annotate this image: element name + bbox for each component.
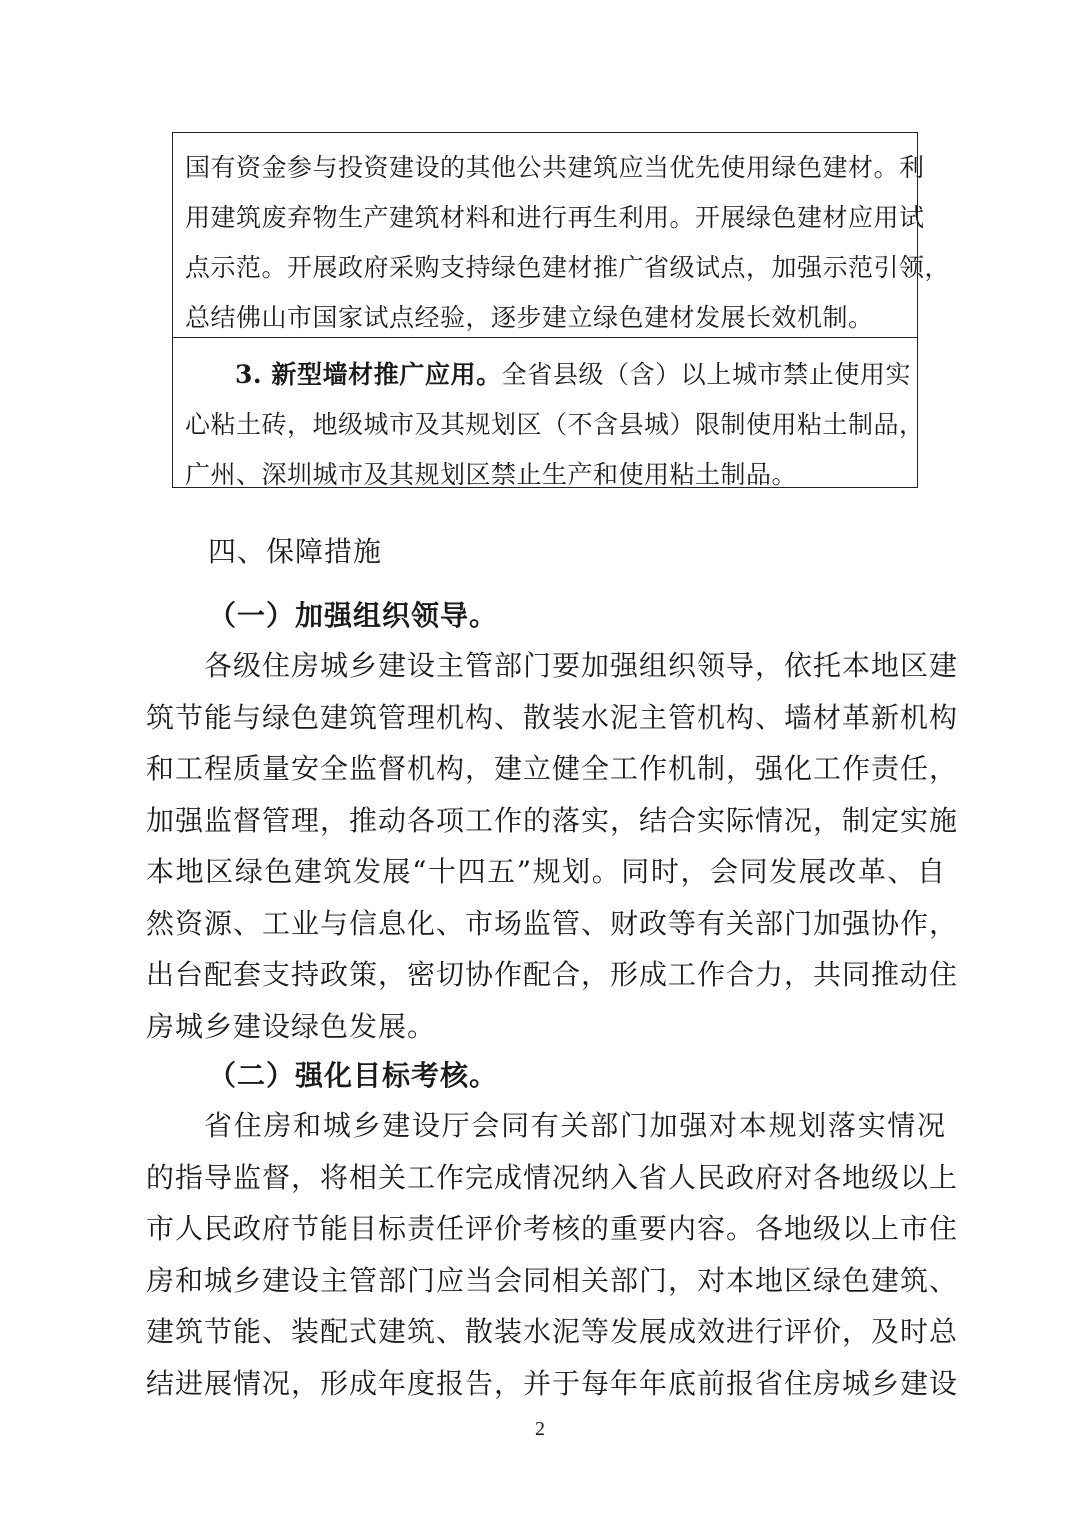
paragraph-line: 建筑节能、装配式建筑、散装水泥等发展成效进行评价，及时总	[146, 1315, 959, 1348]
table-row-text	[185, 350, 925, 500]
paragraph-line: 的指导监督，将相关工作完成情况纳入省人民政府对各地级以上	[146, 1160, 959, 1194]
paragraph-organization	[146, 640, 959, 1052]
table-row-text	[185, 143, 951, 343]
subsection-heading-organization: （一）加强组织领导。	[208, 599, 499, 632]
table-line: 点示范。开展政府采购支持绿色建材推广省级试点，加强示范引领，	[185, 253, 951, 282]
paragraph-line: 出台配套支持政策，密切协作配合，形成工作合力，共同推动住	[146, 958, 959, 991]
item-text: 全省县级（含）以上城市禁止使用实	[501, 360, 911, 389]
table-line	[185, 350, 911, 400]
paragraph-line: 本地区绿色建筑发展“十四五”规划。同时，会同发展改革、自	[146, 855, 946, 888]
item-title: 3. 新型墙材推广应用。	[235, 360, 502, 389]
table-row-green-materials	[172, 132, 951, 338]
paragraph-line: 房城乡建设绿色发展。	[146, 1009, 437, 1043]
page-number: 2	[535, 1418, 545, 1440]
paragraph-line: 筑节能与绿色建筑管理机构、散装水泥主管机构、墙材革新机构	[146, 700, 959, 734]
paragraph-line: 各级住房城乡建设主管部门要加强组织领导，依托本地区建	[204, 649, 959, 682]
paragraph-line: 和工程质量安全监督机构，建立健全工作机制，强化工作责任，	[146, 752, 959, 785]
section-heading: 四、保障措施	[208, 535, 383, 568]
table-row-wall-materials	[172, 338, 925, 489]
table-line: 总结佛山市国家试点经验，逐步建立绿色建材发展长效机制。	[185, 303, 874, 332]
paragraph-line: 省住房和城乡建设厅会同有关部门加强对本规划落实情况	[204, 1109, 946, 1142]
subsection-heading-assessment: （二）强化目标考核。	[208, 1059, 499, 1092]
paragraph-line: 加强监督管理，推动各项工作的落实，结合实际情况，制定实施	[146, 803, 959, 837]
table-line: 国有资金参与投资建设的其他公共建筑应当优先使用绿色建材。利	[185, 153, 925, 182]
paragraph-line: 然资源、工业与信息化、市场监管、财政等有关部门加强协作，	[146, 906, 959, 940]
paragraph-line: 结进展情况，形成年度报告，并于每年年底前报省住房城乡建设	[146, 1366, 959, 1400]
paragraph-line: 房和城乡建设主管部门应当会同相关部门，对本地区绿色建筑、	[146, 1263, 959, 1297]
table-line: 用建筑废弃物生产建筑材料和进行再生利用。开展绿色建材应用试	[185, 203, 925, 232]
table-line: 广州、深圳城市及其规划区禁止生产和使用粘土制品。	[185, 460, 798, 489]
table-line: 心粘土砖，地级城市及其规划区（不含县城）限制使用粘土制品，	[185, 410, 925, 439]
paragraph-line: 市人民政府节能目标责任评价考核的重要内容。各地级以上市住	[146, 1212, 959, 1245]
paragraph-assessment	[146, 1100, 959, 1409]
